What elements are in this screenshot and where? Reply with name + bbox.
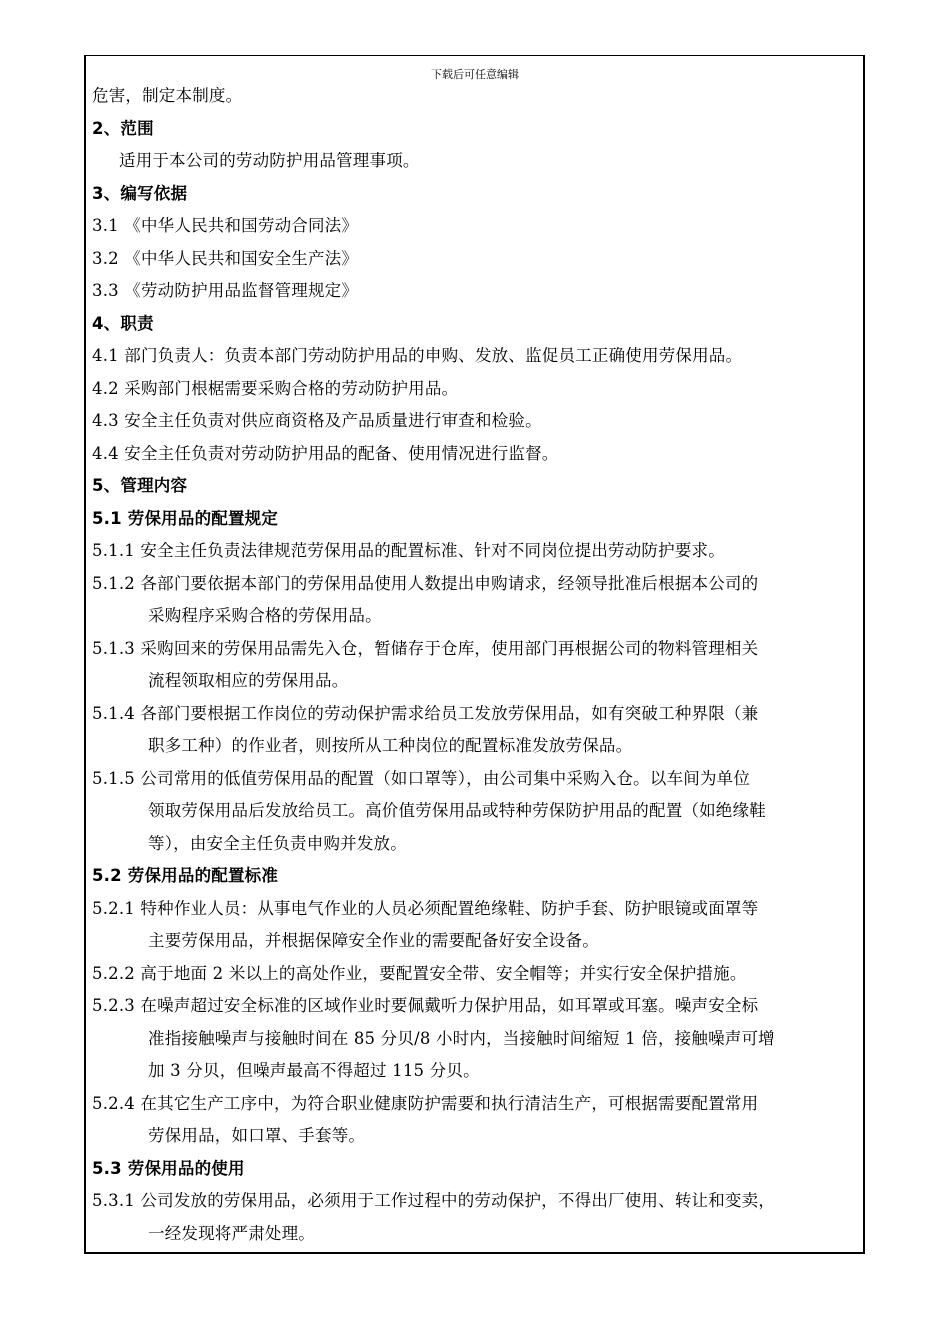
list-item: 3.2 《中华人民共和国安全生产法》 [92,248,359,268]
list-item: 3.1 《中华人民共和国劳动合同法》 [92,216,359,235]
header-note: 下载后可任意编辑 [431,68,519,81]
list-item-continuation: 加 3 分贝，但噪声最高不得超过 115 分贝。 [148,1061,480,1080]
section-heading: 5、管理内容 [92,476,188,495]
list-item-continuation: 主要劳保用品，并根据保障安全作业的需要配备好安全设备。 [148,931,599,950]
list-item: 5.2.4 在其它生产工序中，为符合职业健康防护需要和执行清洁生产，可根据需要配置常用 [92,1093,759,1113]
section-heading: 3、编写依据 [92,183,188,203]
list-item: 5.2.2 高于地面 2 米以上的高处作业，要配置安全带、安全帽等；并实行安全保护措施。 [92,963,747,983]
list-item: 4.1 部门负责人：负责本部门劳动防护用品的申购、发放、监促员工正确使用劳保用品。 [92,346,743,365]
list-item-continuation: 采购程序采购合格的劳保用品。 [148,606,382,625]
list-item-continuation: 流程领取相应的劳保用品。 [148,671,349,690]
list-item: 5.1.3 采购回来的劳保用品需先入仓，暂储存于仓库，使用部门再根据公司的物料管理相关 [92,638,759,658]
list-item: 3.3 《劳动防护用品监督管理规定》 [92,281,359,300]
list-item-continuation: 职多工种）的作业者，则按所从工种岗位的配置标准发放劳保品。 [148,736,633,755]
subsection-heading: 5.1 劳保用品的配置规定 [92,508,279,528]
subsection-heading: 5.2 劳保用品的配置标准 [92,866,279,885]
list-item: 5.2.1 特种作业人员：从事电气作业的人员必须配置绝缘鞋、防护手套、防护眼镜或面罩等 [92,898,759,918]
document-body [92,80,862,1250]
list-item: 5.1.5 公司常用的低值劳保用品的配置（如口罩等），由公司集中采购入仓。以车间为单位 [92,768,751,788]
list-item: 4.2 采购部门根椐需要采购合格的劳动防护用品。 [92,378,459,398]
subsection-heading: 5.3 劳保用品的使用 [92,1158,245,1178]
section-heading: 4、职责 [92,313,154,333]
text-line: 危害，制定本制度。 [92,86,243,105]
list-item: 5.2.3 在噪声超过安全标准的区域作业时要佩戴听力保护用品，如耳罩或耳塞。噪声安全标 [92,996,759,1015]
list-item-continuation: 准指接触噪声与接触时间在 85 分贝/8 小时内，当接触时间缩短 1 倍，接触噪声可增 [148,1028,775,1048]
list-item-continuation: 劳保用品，如口罩、手套等。 [148,1126,366,1145]
list-item: 4.4 安全主任负责对劳动防护用品的配备、使用情况进行监督。 [92,443,559,463]
list-item-continuation: 一经发现将严肃处理。 [148,1223,315,1243]
list-item: 5.1.4 各部门要根据工作岗位的劳动保护需求给员工发放劳保用品，如有突破工种界限（兼 [92,703,759,723]
text-line: 适用于本公司的劳动防护用品管理事项。 [119,151,420,170]
list-item: 4.3 安全主任负责对供应商资格及产品质量进行审查和检验。 [92,411,542,430]
list-item: 5.3.1 公司发放的劳保用品，必须用于工作过程中的劳动保护，不得出厂使用、转让和变卖， [92,1191,776,1210]
list-item: 5.1.1 安全主任负责法律规范劳保用品的配置标准、针对不同岗位提出劳动防护要求。 [92,541,725,560]
list-item-continuation: 等），由安全主任负责申购并发放。 [148,833,407,853]
section-heading: 2、范围 [92,118,154,138]
list-item: 5.1.2 各部门要依据本部门的劳保用品使用人数提出申购请求，经领导批准后根据本公司的 [92,573,759,593]
list-item-continuation: 领取劳保用品后发放给员工。高价值劳保用品或特种劳保防护用品的配置（如绝缘鞋 [148,801,766,820]
